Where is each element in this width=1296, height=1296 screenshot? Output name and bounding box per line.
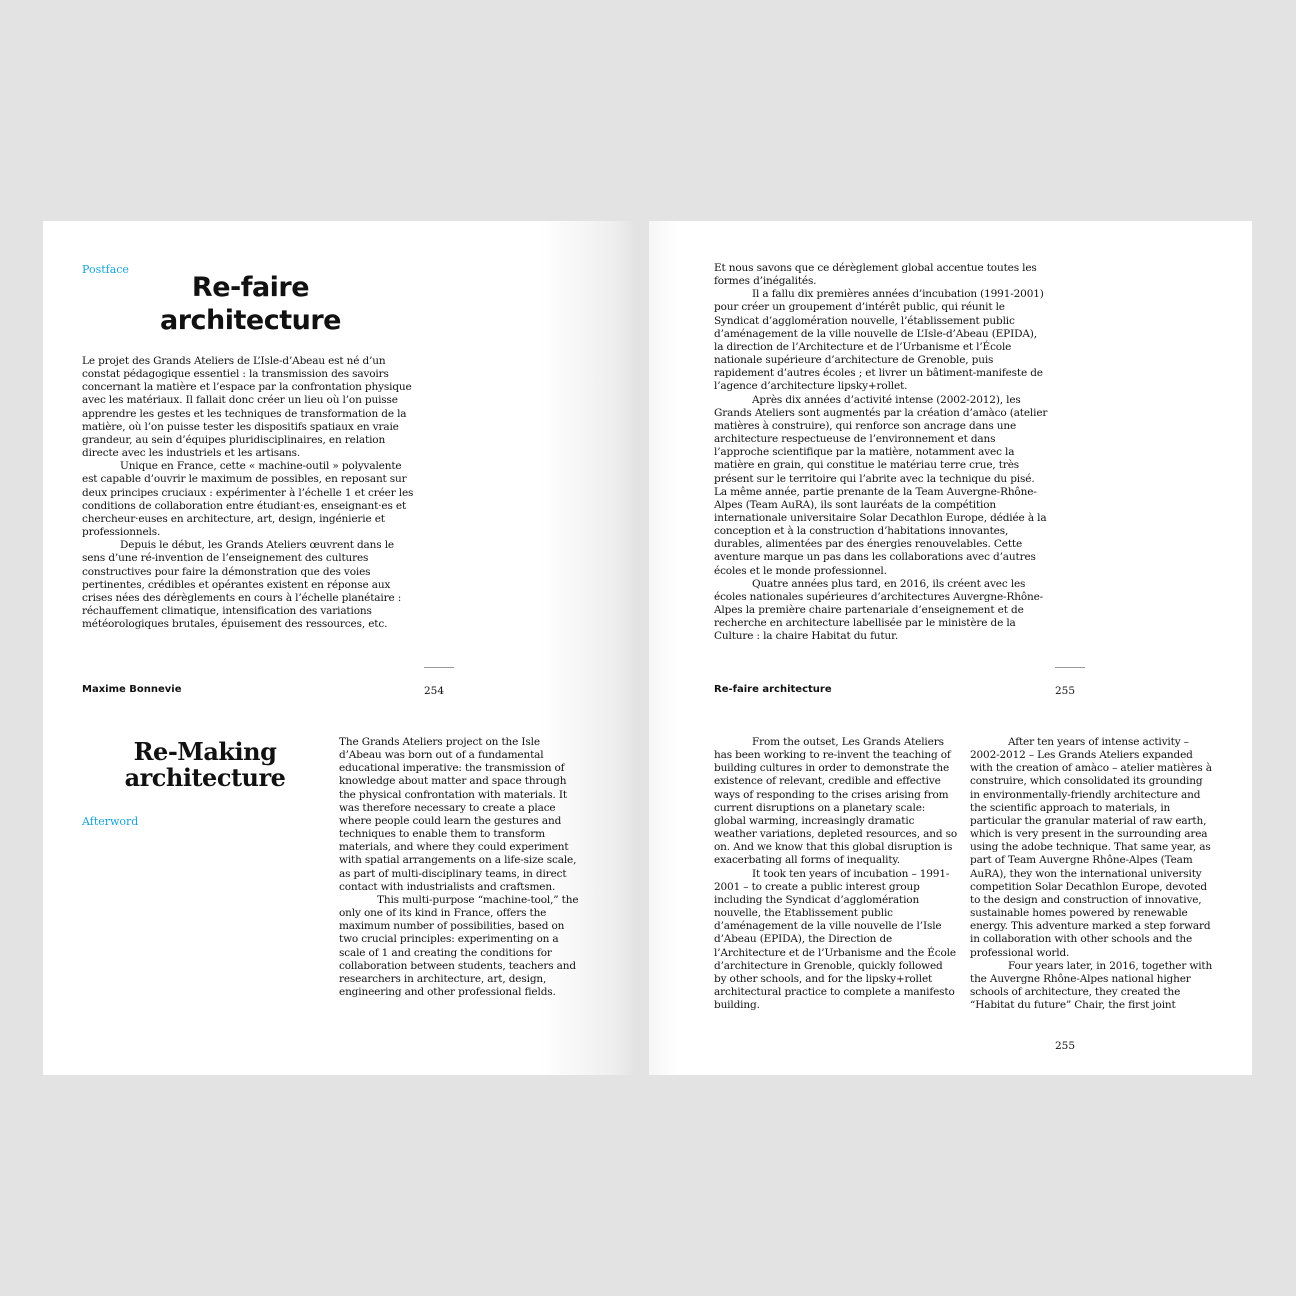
right-page (649, 221, 1252, 1075)
paragraph: Le projet des Grands Ateliers de L’Isle-d’Abeau est né d’un constat pédagogique essentiel : la transmission des savoirs concernant la matière et l’espace par la confrontation physique avec les matériaux. Il fallait donc créer un lieu où l’on puisse apprendre les gestes et les techniques de transformation de la matière, où l’on puisse tester les dispositifs spatiaux en vraie grandeur, au sein d’équipes pluridisciplinaires, en relation directe avec les industriels et les artisans. (82, 355, 412, 460)
english-column-2 (970, 736, 1215, 1027)
page-number: 254 (424, 685, 445, 697)
french-body-text (82, 355, 419, 631)
paragraph: Quatre années plus tard, en 2016, ils créent avec les écoles nationales supérieures d’architectures Auvergne-Rhône-Alpes la première chaire partenariale d’enseignement et de recherche en architecture labellisée par le ministère de la Culture : la chaire Habitat du futur. (714, 577, 1044, 643)
footer-divider (424, 667, 454, 668)
paragraph: It took ten years of incubation – 1991-2001 – to create a public interest group including the Syndicat d’agglomération nouvelle, the Etablissement public d’aménagement de la ville nouvelle de l’Isle d’Abeau (EPIDA), the Direction de l’Architecture et de l’Urbanisme and the École d’architecture in Grenoble, quickly followed by other schools, and for the lipsky+rollet architectural practice to complete a manifesto building. (714, 867, 956, 1012)
paragraph: Il a fallu dix premières années d’incubation (1991-2001) pour créer un groupement d’intérêt public, qui réunit le Syndicat d’agglomération nouvelle, l’établissement public d’aménagement de la ville nouvelle de L’Isle-d’Abeau (EPIDA), la direction de l’Architecture et de l’Urbanisme et l’École nationale supérieure d’architecture de Grenoble, puis rapidement d’autres écoles ; et livrer un bâtiment-manifeste de l’agence d’architecture lipsky+rollet. (714, 288, 1044, 393)
paragraph: Unique en France, cette « machine-outil » polyvalente est capable d’ouvrir le maximum de possibles, en reposant sur deux principes cruciaux : expérimenter à l’échelle 1 et créer les conditions de collaboration entre étudiant·es, enseignant·es et chercheur·euses en architecture, art, design, ingénierie et professionnels. (82, 460, 414, 539)
paragraph: Et nous savons que ce dérèglement global accentue toutes les formes d’inégalités. (714, 262, 1037, 288)
paragraph: After ten years of intense activity – 2002-2012 – Les Grands Ateliers expanded with the creation of amàco – atelier matières à construire, which consolidated its grounding in environmentally-friendly architecture and the scientific approach to materials, in particular the granular material of raw earth, which is very present in the surrounding area using the adobe technique. That same year, as part of Team Auvergne Rhône-Alpes (Team AuRA), they won the international university competition Solar Decathlon Europe, devoted to the design and construction of innovative, sustainable homes powered by renewable energy. This adventure marked a step forward in collaboration with other schools and the professional world. (970, 736, 1212, 959)
page-title-french (123, 271, 378, 337)
section-label-postface: Postface (82, 263, 129, 276)
running-title: Re-faire architecture (714, 684, 832, 695)
english-column-1 (714, 736, 958, 1012)
title-line-2: architecture (160, 305, 341, 336)
footer-divider (1055, 667, 1085, 668)
author-name: Maxime Bonnevie (82, 684, 182, 695)
title-line-1: Re-faire (191, 272, 310, 303)
section-label-afterword: Afterword (82, 815, 139, 828)
page-number-bottom: 255 (1055, 1040, 1076, 1052)
page-number: 255 (1055, 685, 1076, 697)
paragraph: From the outset, Les Grands Ateliers has been working to re-invent the teaching of building cultures in order to demonstrate the existence of relevant, credible and effective ways of responding to the crises arising from current disruptions on a planetary scale: global warming, increasingly dramatic weather variations, depleted resources, and so on. And we know that this global disruption is exacerbating all forms of inequality. (714, 736, 958, 867)
title-line-2: architecture (124, 763, 286, 792)
title-line-1: Re-Making (133, 737, 277, 766)
paragraph: The Grands Ateliers project on the Isle d’Abeau was born out of a fundamental educational imperative: the transmission of knowledge about matter and space through the physical confrontation with materials. It was therefore necessary to create a place where people could learn the gestures and techniques to enable them to transform materials, and where they could experiment with spatial arrangements on a life-size scale, as part of multi-disciplinary teams, in direct contact with industrialists and craftsmen. (339, 736, 577, 893)
paragraph: Depuis le début, les Grands Ateliers œuvrent dans le sens d’une ré-invention de l’enseignement des cultures constructives pour faire la démonstration que des voies pertinentes, crédibles et opérantes existent en réponse aux crises nées des dérèglements en cours à l’échelle planétaire : réchauffement climatique, intensification des variations météorologiques brutales, épuisement des ressources, etc. (82, 539, 402, 631)
paragraph: Après dix années d’activité intense (2002-2012), les Grands Ateliers sont augmentés par la création d’amàco (atelier matières à construire), qui renforce son ancrage dans une architecture respectueuse de l’environnement et dans l’approche scientifique par la matière, notamment avec la matière en grain, qui constitue le matériau terre crue, très présent sur le territoire qui l’abrite avec la technique du pisé. La même année, partie prenante de la Team Auvergne-Rhône-Alpes (Team AuRA), ils sont lauréats de la compétition internationale universitaire Solar Decathlon Europe, dédiée à la conception et à la construction d’habitations innovantes, durables, alimentées par des énergies renouvelables. Cette aventure marque un pas dans les collaborations avec d’autres écoles et le monde professionnel. (714, 393, 1048, 577)
french-body-text-continued (714, 262, 1048, 644)
english-body-text (339, 736, 584, 999)
page-title-english (105, 739, 305, 791)
left-page (43, 221, 636, 1075)
paragraph: Four years later, in 2016, together with the Auvergne Rhône-Alpes national higher schools of architecture, they created the “Habitat du future” Chair, the first joint (970, 959, 1213, 1012)
paragraph: This multi-purpose “machine-tool,” the only one of its kind in France, offers the maximum number of possibilities, based on two crucial principles: experimenting on a scale of 1 and creating the conditions for collaboration between students, teachers and researchers in architecture, art, design, engineering and other professional fields. (339, 893, 579, 998)
